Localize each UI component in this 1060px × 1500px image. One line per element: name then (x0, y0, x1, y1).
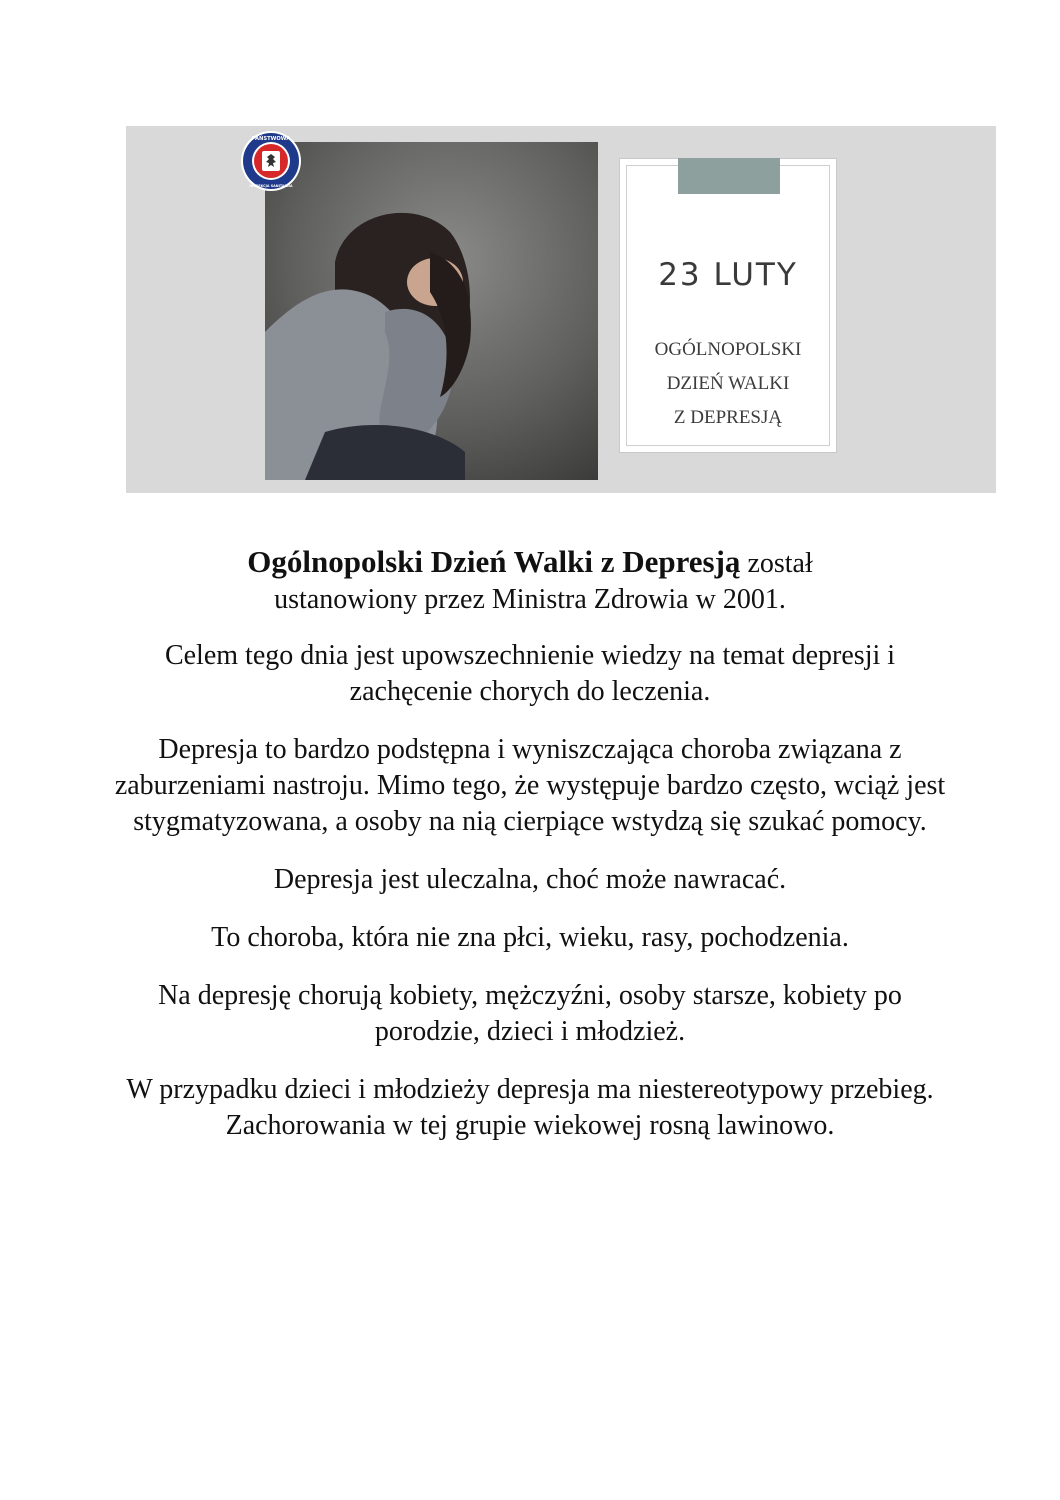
article-paragraph: Na depresję chorują kobiety, mężczyźni, osoby starsze, kobiety po porodzie, dzieci i młodzież. (158, 980, 902, 1047)
article-paragraph: To choroba, która nie zna płci, wieku, rasy, pochodzenia. (211, 922, 849, 953)
date-card-tab (678, 158, 780, 194)
date-card-date: 23 LUTY (658, 257, 798, 293)
date-card (619, 158, 837, 453)
depressed-woman-photo-icon (265, 142, 598, 480)
date-card-line: OGÓLNOPOLSKI (654, 339, 802, 360)
article-paragraph: Depresja to bardzo podstępna i wyniszczająca choroba związana z zaburzeniami nastroju. Mimo tego, że występuje bardzo często, wciąż jest stygmatyzowana, a osoby na nią cierpiące wstydzą się szukać pomocy. (114, 734, 946, 837)
article-intro-rest: został (740, 548, 813, 579)
date-card-line: Z DEPRESJĄ (673, 407, 783, 428)
article-paragraph: Celem tego dnia jest upowszechnienie wiedzy na temat depresji i zachęcenie chorych do leczenia. (164, 640, 896, 707)
article-body (110, 544, 950, 1166)
sanepid-eagle-logo-icon (240, 130, 302, 192)
header-banner (126, 126, 996, 493)
logo-ring-text-top: PAŃSTWOWA (251, 136, 291, 142)
article-intro-line2: ustanowiony przez Ministra Zdrowia w 2001. (274, 584, 786, 615)
article-paragraph: W przypadku dzieci i młodzieży depresja ma niestereotypowy przebieg. Zachorowania w tej grupie wiekowej rosną lawinowo. (126, 1074, 934, 1141)
article-intro (110, 544, 950, 618)
date-card-line: DZIEŃ WALKI (666, 373, 790, 394)
article-paragraph: Depresja jest uleczalna, choć może nawracać. (273, 864, 787, 895)
date-card-title (620, 333, 836, 435)
article-intro-bold: Ogólnopolski Dzień Walki z Depresją (247, 544, 741, 579)
logo-ring-text-bottom: INSPEKCJA SANITARNA (249, 184, 293, 188)
